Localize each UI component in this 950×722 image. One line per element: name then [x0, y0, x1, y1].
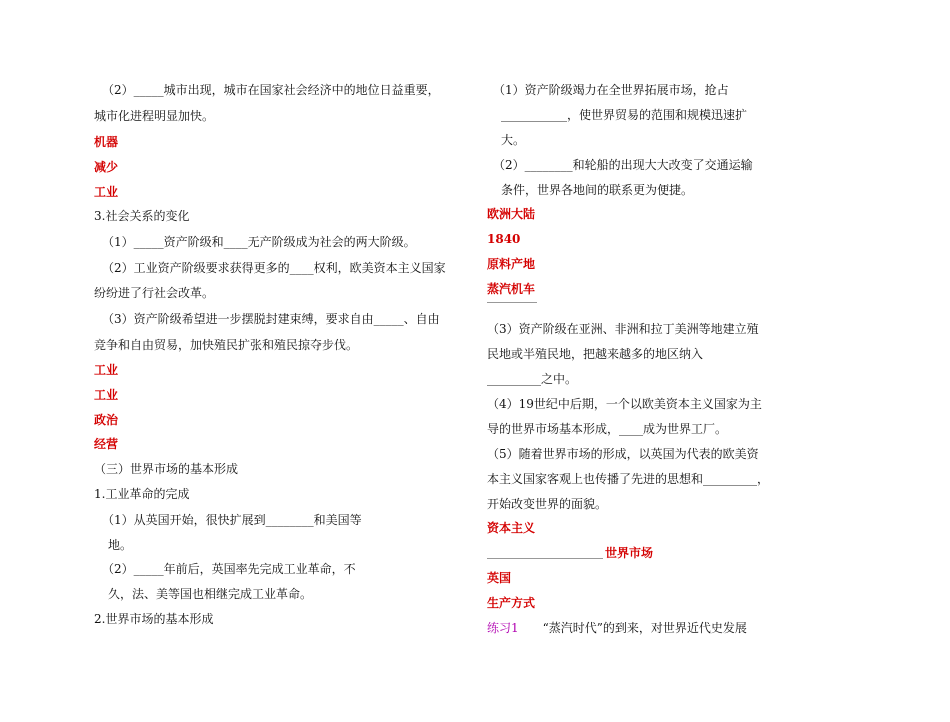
- text-line: （2）_____城市出现，城市在国家社会经济中的地位日益重要，: [102, 83, 440, 97]
- text-line: （2）_____年前后，英国率先完成工业革命，不: [102, 562, 356, 576]
- text-line: 城市化进程明显加快。: [94, 109, 215, 123]
- text-line: （5）随着世界市场的形成，以英国为代表的欧美资: [487, 447, 759, 461]
- text-line: 2.世界市场的基本形成: [94, 612, 214, 626]
- divider-line: [487, 302, 537, 303]
- text-line: 条件，世界各地间的联系更为便捷。: [501, 183, 694, 197]
- text-line: 1.工业革命的完成: [94, 487, 190, 501]
- answer-underline: [487, 558, 603, 559]
- text-line: （三）世界市场的基本形成: [94, 462, 239, 476]
- text-line: 大。: [501, 133, 526, 147]
- text-line: ___________，使世界贸易的范围和规模迅速扩: [501, 108, 748, 122]
- answer-text: 欧洲大陆: [487, 207, 536, 221]
- text-line: （3）资产阶级希望进一步摆脱封建束缚，要求自由_____、自由: [102, 312, 440, 326]
- text-line: （2）工业资产阶级要求获得更多的____权利，欧美资本主义国家: [102, 261, 446, 275]
- text-line: 竞争和自由贸易，加快殖民扩张和殖民掠夺步伐。: [94, 338, 359, 352]
- answer-text: 工业: [94, 363, 119, 377]
- text-line: 民地或半殖民地，把越来越多的地区纳入: [487, 347, 704, 361]
- answer-text: 生产方式: [487, 596, 536, 610]
- text-line: （1）_____资产阶级和____无产阶级成为社会的两大阶级。: [102, 235, 416, 249]
- exercise-text: “蒸汽时代”的到来，对世界近代史发展: [542, 621, 747, 635]
- text-line: 本主义国家客观上也传播了先进的思想和_________，: [487, 472, 770, 486]
- text-line: 导的世界市场基本形成，____成为世界工厂。: [487, 422, 728, 436]
- text-line: _________之中。: [487, 372, 578, 386]
- answer-text: 资本主义: [487, 521, 536, 535]
- text-line: （1）资产阶级竭力在全世界拓展市场，抢占: [493, 83, 729, 97]
- text-line: 开始改变世界的面貌。: [487, 497, 608, 511]
- text-line: （3）资产阶级在亚洲、非洲和拉丁美洲等地建立殖: [487, 322, 759, 336]
- exercise-1: [487, 620, 747, 636]
- answer-text: 经营: [94, 437, 119, 451]
- answer-text: 蒸汽机车: [487, 282, 536, 296]
- text-line: （4）19世纪中后期，一个以欧美资本主义国家为主: [487, 397, 762, 411]
- exercise-label: 练习1: [487, 621, 519, 635]
- text-line: 久，法、美等国也相继完成工业革命。: [108, 587, 313, 601]
- text-line: （1）从英国开始，很快扩展到________和美国等: [102, 513, 362, 527]
- answer-text: 1840: [487, 232, 521, 246]
- answer-text: 机器: [94, 135, 119, 149]
- answer-text: 原料产地: [487, 257, 536, 271]
- text-line: 纷纷进了行社会改革。: [94, 286, 215, 300]
- answer-text: 工业: [94, 388, 119, 402]
- text-line: （2）________和轮船的出现大大改变了交通运输: [493, 158, 753, 172]
- answer-text: 工业: [94, 185, 119, 199]
- answer-text: 政治: [94, 413, 119, 427]
- text-line: 地。: [108, 538, 133, 552]
- answer-text: 世界市场: [605, 546, 654, 560]
- answer-text: 英国: [487, 571, 512, 585]
- text-line: 3.社会关系的变化: [94, 209, 190, 223]
- answer-text: 减少: [94, 160, 119, 174]
